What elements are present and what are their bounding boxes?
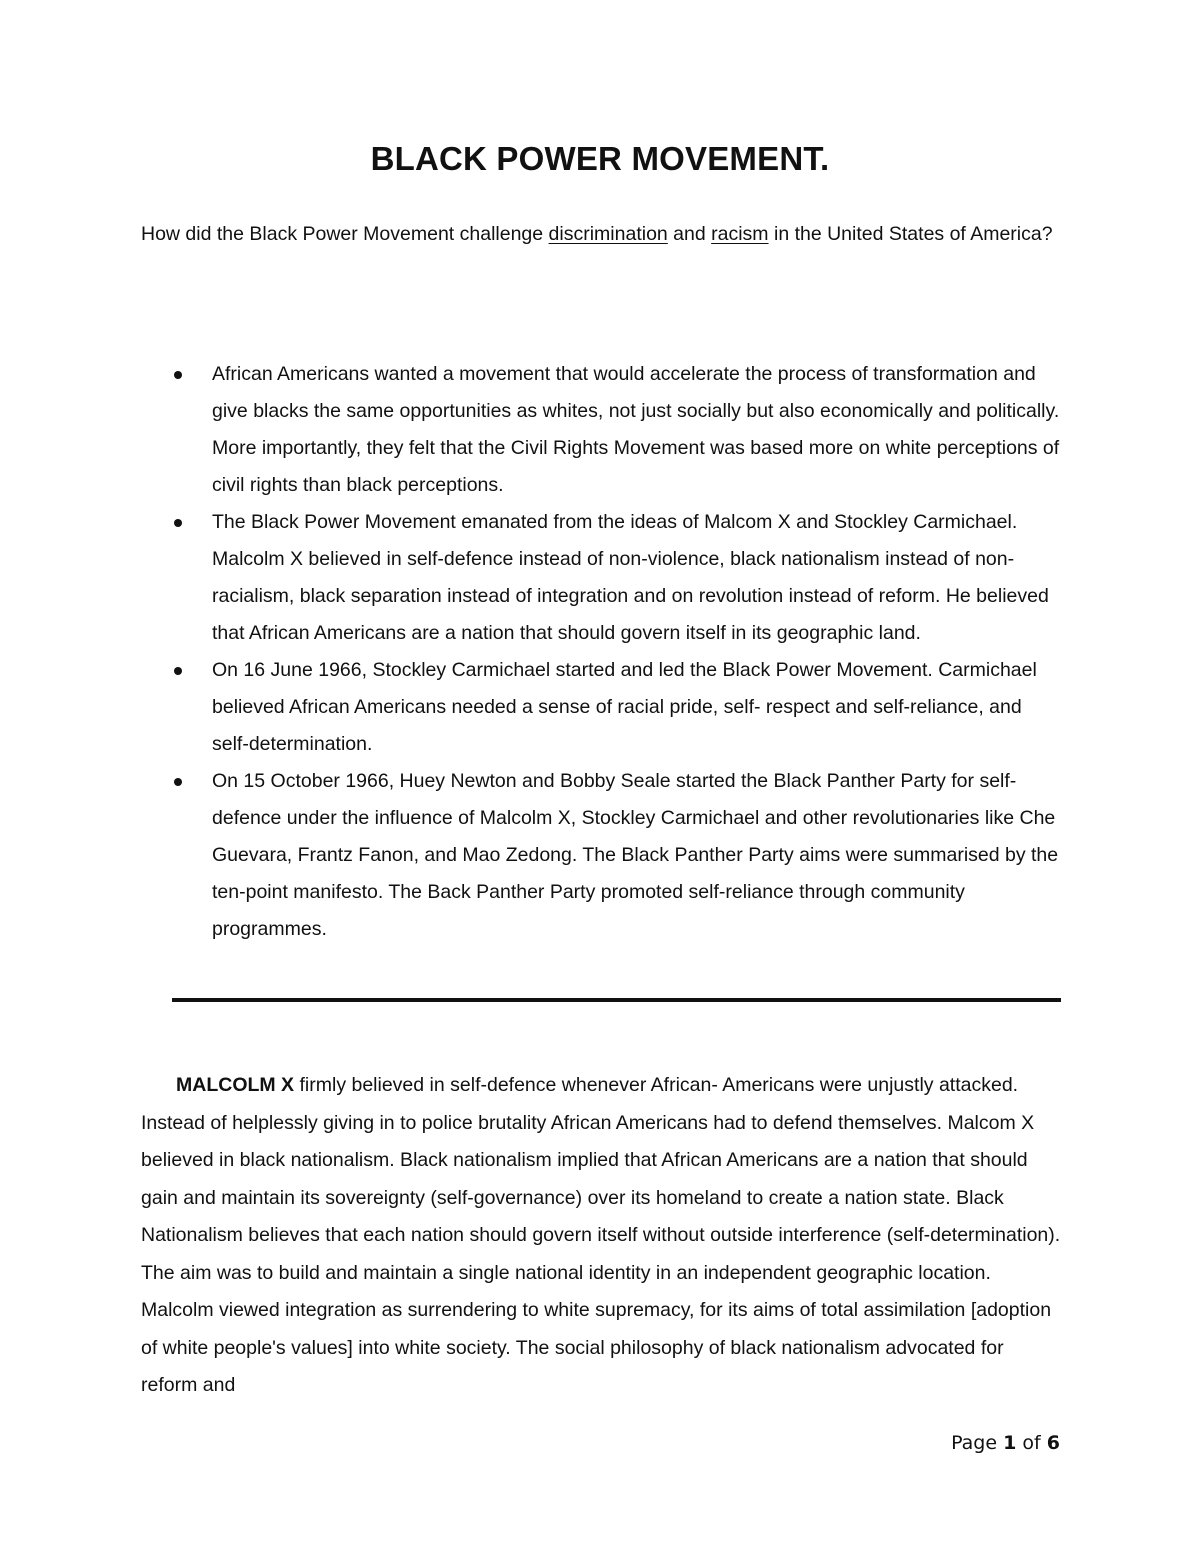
page-word: Page [951,1432,998,1454]
bullet-text: On 15 October 1966, Huey Newton and Bobby Seale started the Black Panther Party for self-defence under the influence of Malcolm X, Stockley Carmichael and other revolutionaries like Che Guevara, Frantz Fanon, and Mao Zedong. The Black Panther Party aims were summarised by the ten-point manifesto. The Back Panther Party promoted self-reliance through community programmes. [212,770,1059,940]
bullet-icon [174,778,182,786]
paragraph-text: firmly believed in self-defence whenever African- Americans were unjustly attacked. Instead of helplessly giving in to police brutality African Americans had to defend themselves. Malcom X believed in black nationalism. Black nationalism implied that African Americans are a nation that should gain and maintain its sovereignty (self-governance) over its homeland to create a nation state. Black Nationalism believes that each nation should govern itself without outside interference (self-determination). The aim was to build and maintain a single national identity in an independent geographic location. Malcolm viewed integration as surrendering to white supremacy, for its aims of total assimilation [adoption of white people's values] into white society. The social philosophy of black nationalism advocated for reform and [141,1074,1061,1396]
list-item [141,652,1061,763]
bullet-text: The Black Power Movement emanated from the ideas of Malcom X and Stockley Carmichael. Malcolm X believed in self-defence instead of non-violence, black nationalism instead of non-racialism, black separation instead of integration and on revolution instead of reform. He believed that African Americans are a nation that should govern itself in its geographic land. [212,511,1049,644]
paragraph-lead: MALCOLM X [176,1074,295,1096]
bullet-icon [174,667,182,675]
bullet-icon [174,371,182,379]
question-term-racism: racism [711,223,769,245]
page-number-footer [900,1432,1060,1454]
body-paragraph [141,1067,1061,1405]
question-term-discrimination: discrimination [548,223,668,245]
list-item [141,356,1061,504]
list-item [141,504,1061,652]
question-prefix: How did the Black Power Movement challenge [141,223,549,245]
horizontal-divider [172,998,1061,1002]
question-mid: and [667,223,712,245]
question-text [141,216,1061,253]
page-title: BLACK POWER MOVEMENT. [370,140,830,177]
total-pages-number: 6 [1046,1432,1060,1454]
bullet-icon [174,519,182,527]
bullet-text: African Americans wanted a movement that would accelerate the process of transformation and give blacks the same opportunities as whites, not just socially but also economically and politically. More importantly, they felt that the Civil Rights Movement was based more on white perceptions of civil rights than black perceptions. [212,363,1060,496]
bullet-text: On 16 June 1966, Stockley Carmichael started and led the Black Power Movement. Carmichael believed African Americans needed a sense of racial pride, self- respect and self-reliance, and self-determination. [212,659,1037,755]
current-page-number: 1 [1003,1432,1017,1454]
of-word: of [1022,1432,1041,1454]
list-item [141,763,1061,948]
bullet-list [141,356,1061,948]
question-suffix: in the United States of America? [768,223,1053,245]
